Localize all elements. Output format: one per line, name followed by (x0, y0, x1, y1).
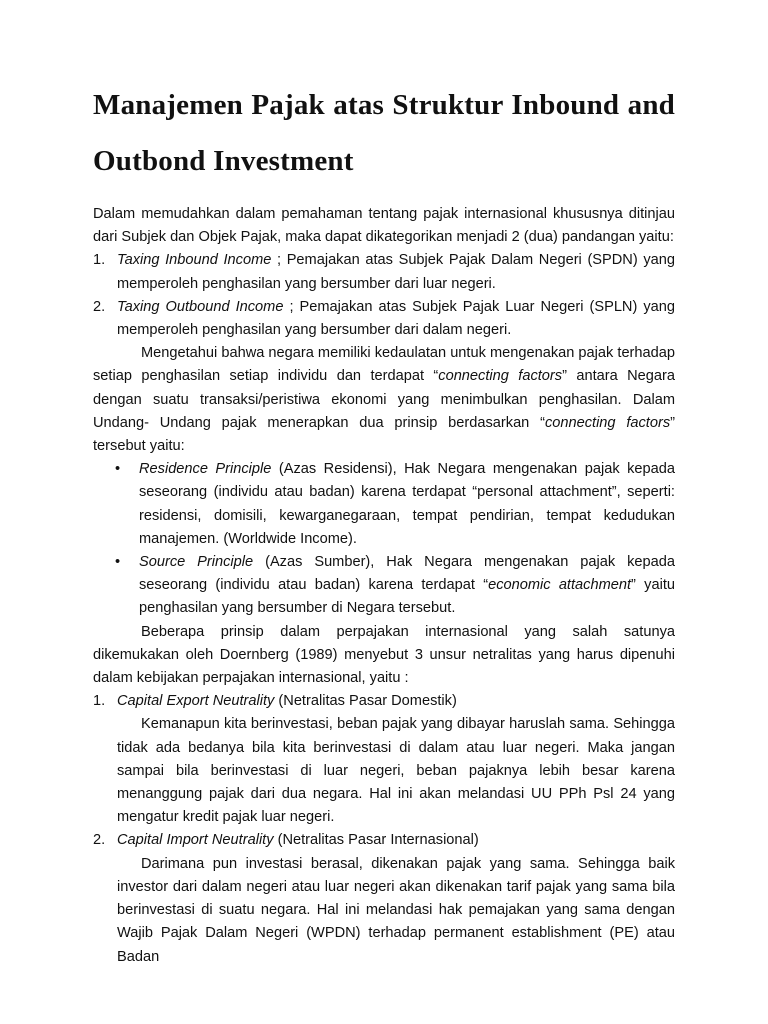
bullet-item: • Source Principle (Azas Sumber), Hak Negara mengenakan pajak kepada seseorang (individu atau badan) karena terdapat “economic attachment” yaitu penghasilan yang bersumber di Negara tersebut. (93, 551, 675, 621)
bullet-term: Source Principle (139, 554, 254, 571)
body-paragraph: Beberapa prinsip dalam perpajakan internasional yang salah satunya dikemukakan oleh Doernberg (1989) menyebut 3 unsur netralitas yang harus dipenuhi dalam kebijakan perpajakan internasional, yaitu : (93, 623, 675, 687)
term-connecting-factors: connecting factors (438, 368, 563, 385)
list-term: Capital Import Neutrality (117, 832, 274, 849)
list-item (93, 296, 675, 342)
list-number: 1. (93, 693, 106, 710)
intro-paragraph: Dalam memudahkan dalam pemahaman tentang pajak internasional khususnya ditinjau dari Subjek dan Objek Pajak, maka dapat dikategorikan menjadi 2 (dua) pandangan yaitu: (93, 206, 675, 246)
list-number: 1. (93, 252, 106, 269)
document-title: Manajemen Pajak atas Struktur Inbound and Outbond Investment (93, 89, 675, 177)
list-term: Taxing Outbound Income (117, 298, 284, 315)
list-term: Capital Export Neutrality (117, 693, 275, 710)
list-text: ; Pemajakan atas Subjek Pajak Luar Negeri (SPLN) yang memperoleh penghasilan yang bersumber dari dalam negeri. (117, 298, 675, 339)
list-item: 2. Capital Import Neutrality (Netralitas Pasar Internasional) (93, 829, 675, 852)
list-item: 1. Capital Export Neutrality (Netralitas Pasar Domestik) (93, 690, 675, 713)
list-body-paragraph: Darimana pun investasi berasal, dikenakan pajak yang sama. Sehingga baik investor dari dalam negeri atau luar negeri akan dikenakan tarif pajak yang sama bila berinvestasi di suatu negara. Hal ini melandasi hak pemajakan yang sama dengan Wajib Pajak Dalam Negeri (WPDN) terhadap permanent establishment (PE) atau Badan (117, 855, 675, 965)
list-text: ; Pemajakan atas Subjek Pajak Dalam Negeri (SPDN) yang memperoleh penghasilan yang bersumber dari luar negeri. (117, 252, 675, 292)
term-economic-attachment: economic attachment (488, 577, 632, 594)
body-paragraph: Mengetahui bahwa negara memiliki kedaulatan untuk mengenakan pajak terhadap setiap penghasilan setiap individu dan terdapat “connecting factors” antara Negara dengan suatu transaksi/peristiwa ekonomi yang menimbulkan penghasilan. Dalam Undang- Undang pajak menerapkan dua prinsip berdasarkan “connecting factors” tersebut yaitu: (93, 345, 675, 455)
term-connecting-factors: connecting factors (544, 414, 671, 431)
bullet-dot: • (115, 461, 121, 478)
bullet-term: Residence Principle (139, 461, 272, 478)
bullet-item: • Residence Principle (Azas Residensi), Hak Negara mengenakan pajak kepada seseorang (individu atau badan) karena terdapat “personal attachment”, seperti: residensi, domisili, kewarganegaraan, tempat pendirian, tempat kedudukan manajemen. (Worldwide Income). (93, 458, 675, 551)
list-number: 2. (93, 832, 106, 849)
bullet-dot: • (115, 554, 121, 571)
list-number: 2. (93, 298, 106, 315)
list-item (93, 249, 675, 295)
list-term: Taxing Inbound Income (117, 252, 272, 269)
list-body-paragraph: Kemanapun kita berinvestasi, beban pajak yang dibayar haruslah sama. Sehingga tidak ada bedanya bila kita berinvestasi di dalam atau luar negeri. Maka jangan sampai bila berinvestasi di luar negeri, beban pajaknya lebih besar karena menanggung pajak dari dua negara. Hal ini akan melandasi UU PPh Psl 24 yang mengatur kredit pajak luar negeri. (117, 716, 675, 826)
